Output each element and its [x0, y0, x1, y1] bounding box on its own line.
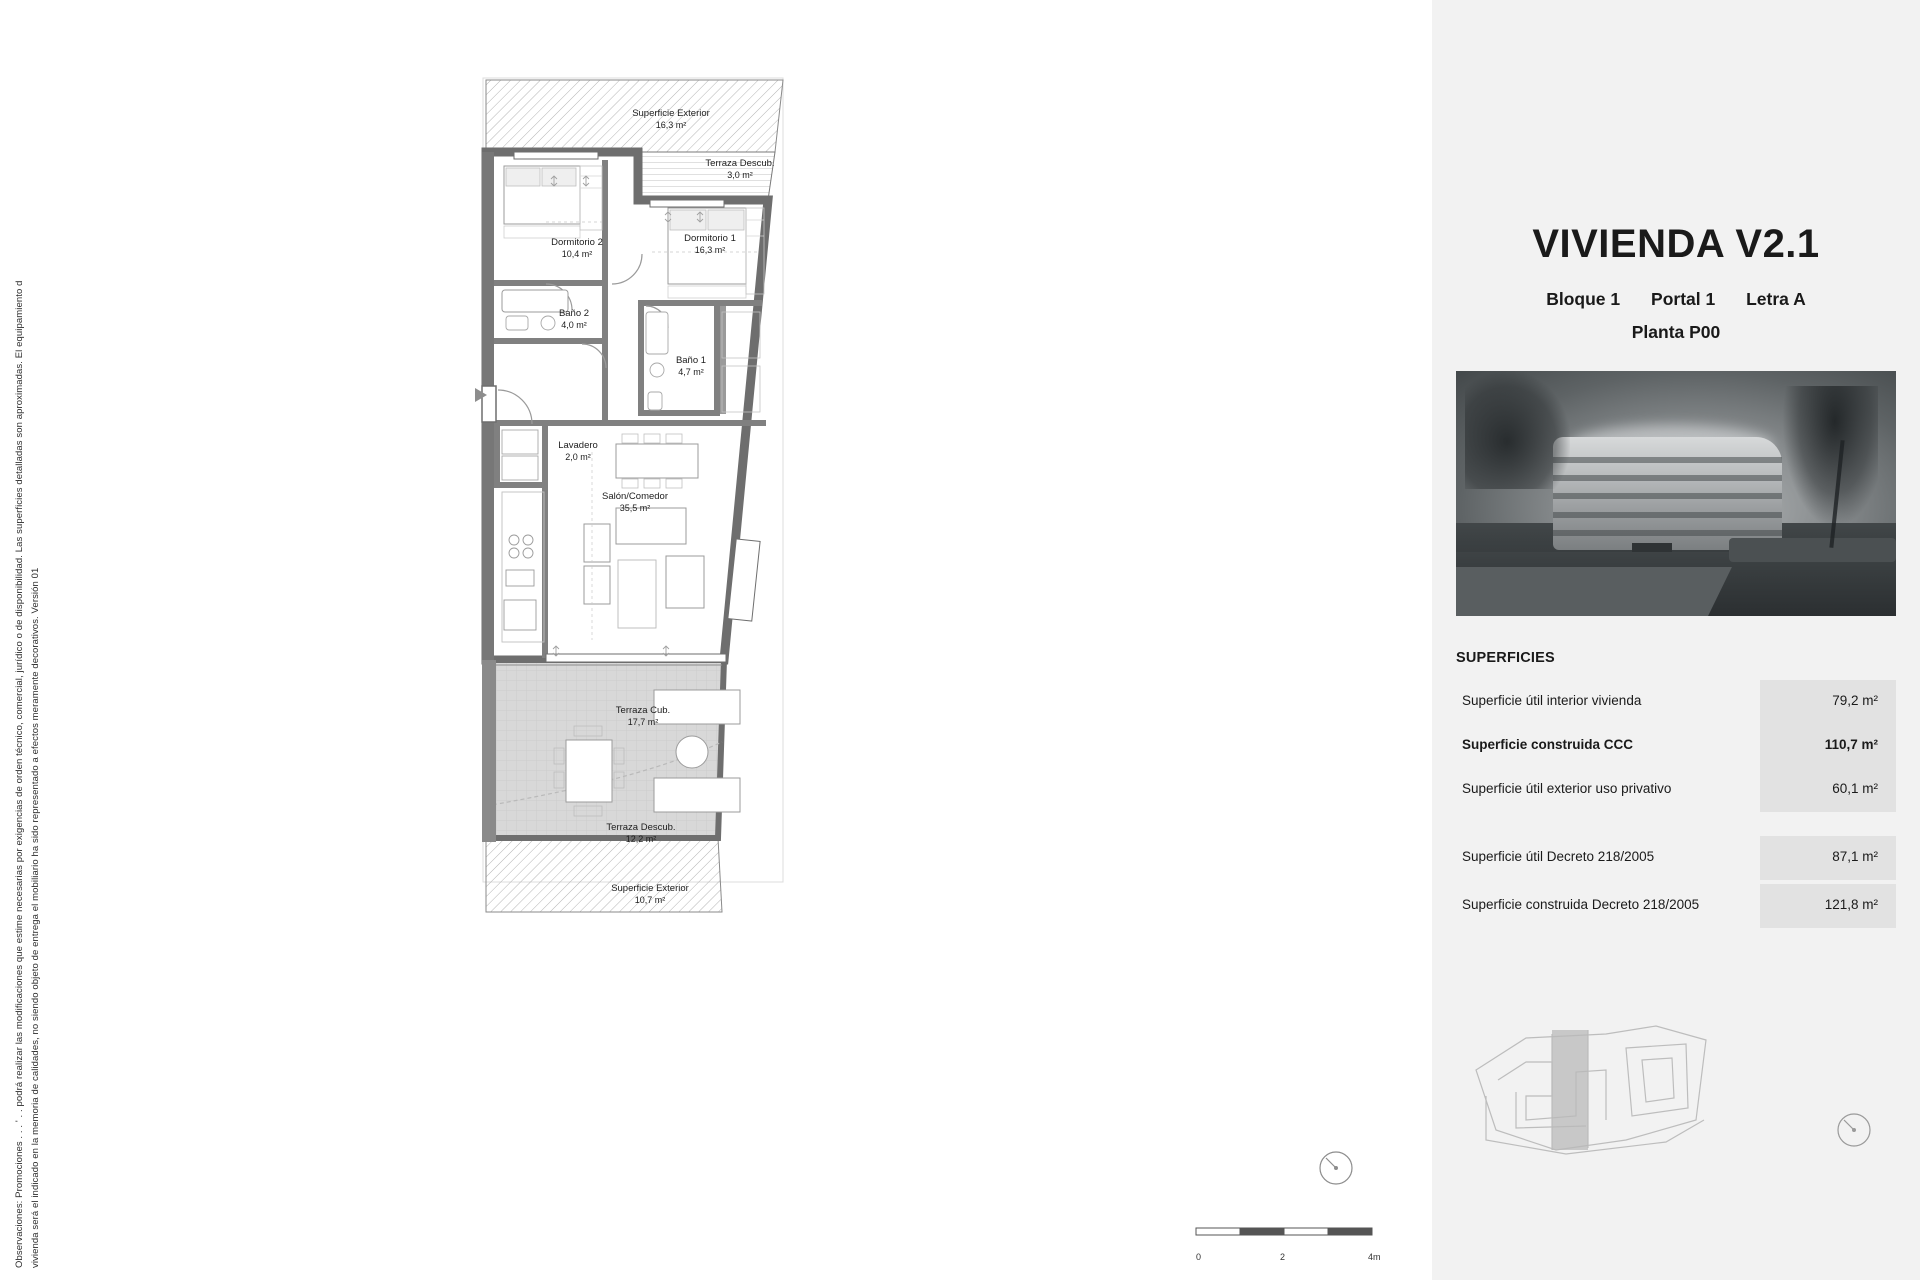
bloque-label: Bloque 1 — [1546, 289, 1621, 309]
surface-value: 121,8 m² — [1824, 897, 1878, 912]
room-label — [498, 440, 658, 463]
render-building — [1553, 437, 1782, 550]
room-name: Terraza Descub. — [705, 158, 775, 169]
room-name: Superficie Exterior — [632, 108, 710, 119]
room-size: 35,5 m² — [619, 502, 651, 513]
surface-label: Superficie útil exterior uso privativo — [1462, 781, 1672, 796]
table-row — [1456, 680, 1896, 724]
planta-label: Planta P00 — [1631, 322, 1721, 342]
room-name: Salón/Comedor — [601, 491, 668, 502]
surface-value-cell — [1760, 884, 1896, 928]
render-hedge — [1729, 538, 1896, 563]
surface-value: 60,1 m² — [1832, 781, 1878, 796]
room-size: 16,3 m² — [655, 119, 687, 130]
render-tree — [1465, 371, 1571, 489]
info-panel — [1432, 0, 1920, 1280]
building-render-image — [1456, 371, 1896, 616]
room-label — [561, 822, 721, 845]
scale-end: 4m — [1368, 1252, 1381, 1262]
surface-value-cell — [1760, 724, 1896, 768]
room-size: 3,0 m² — [727, 169, 753, 180]
room-name: Dormitorio 2 — [551, 237, 603, 248]
room-size: 10,7 m² — [634, 894, 666, 905]
room-size: 16,3 m² — [694, 244, 726, 255]
surface-value: 87,1 m² — [1832, 849, 1878, 864]
page-title: VIVIENDA V2.1 — [1532, 222, 1820, 266]
room-name: Superficie Exterior — [611, 883, 689, 894]
render-path — [1456, 567, 1732, 616]
room-label — [555, 491, 715, 514]
surface-label: Superficie construida Decreto 218/2005 — [1462, 897, 1700, 912]
portal-label: Portal 1 — [1651, 289, 1716, 309]
legal-line-1: Observaciones: Promociones . . . ' . . podrá realizar las modificaciones que estime necesarias por exigencias de orden técnico, comercial, jurídico o de disponibilidad. Las superficies detalladas son aproximadas. El equipamiento d — [14, 280, 25, 1268]
room-size: 10,4 m² — [561, 248, 593, 259]
room-label — [660, 158, 820, 181]
table-spacer — [1456, 812, 1896, 836]
legal-strip — [0, 0, 47, 1280]
table-row — [1456, 836, 1896, 880]
table-row — [1456, 884, 1896, 928]
room-name: Terraza Cub. — [615, 705, 671, 716]
room-name: Baño 2 — [558, 308, 590, 319]
render-palm — [1782, 386, 1879, 528]
room-size: 12,2 m² — [625, 833, 657, 844]
room-name: Lavadero — [558, 440, 598, 451]
room-name: Dormitorio 1 — [684, 233, 736, 244]
floorplan-svg — [46, 0, 1432, 1280]
surface-value-cell — [1760, 768, 1896, 812]
surface-label: Superficie construida CCC — [1462, 737, 1634, 752]
room-size: 4,7 m² — [678, 366, 704, 377]
key-plan-diagram — [1456, 1000, 1896, 1200]
scale-start: 0 — [1196, 1252, 1202, 1262]
room-label — [630, 233, 790, 256]
room-label — [541, 108, 801, 131]
surface-label: Superficie útil Decreto 218/2005 — [1462, 849, 1655, 864]
unit-identifiers — [1456, 289, 1896, 310]
table-row — [1456, 724, 1896, 768]
compass-icon — [1838, 1114, 1870, 1146]
letra-label: Letra A — [1746, 289, 1806, 309]
room-size: 2,0 m² — [565, 451, 591, 462]
floorplan-drawing — [46, 0, 1432, 1280]
table-row — [1456, 768, 1896, 812]
surface-label: Superficie útil interior vivienda — [1462, 693, 1642, 708]
legal-line-2: vivienda será el indicado en la memoria de calidades, no siendo objeto de entrega el mobiliario ha sido representado a efectos meramente decorativos. Versión 01 — [30, 567, 41, 1268]
surface-value: 110,7 m² — [1824, 737, 1878, 752]
surface-value-cell — [1760, 836, 1896, 880]
room-size: 4,0 m² — [561, 319, 587, 330]
room-name: Terraza Descub. — [606, 822, 676, 833]
surfaces-heading: SUPERFICIES — [1456, 650, 1555, 666]
surfaces-table — [1456, 680, 1896, 928]
scale-mid: 2 — [1280, 1252, 1286, 1262]
room-label — [494, 308, 654, 331]
room-label — [611, 355, 771, 378]
room-label — [563, 705, 723, 728]
room-label — [520, 883, 780, 906]
scale-bar — [1196, 1228, 1372, 1235]
room-size: 17,7 m² — [627, 716, 659, 727]
highlighted-unit — [1552, 1030, 1588, 1150]
surface-value: 79,2 m² — [1832, 693, 1878, 708]
surface-value-cell — [1760, 680, 1896, 724]
compass-icon — [1320, 1152, 1352, 1184]
room-name: Baño 1 — [675, 355, 707, 366]
